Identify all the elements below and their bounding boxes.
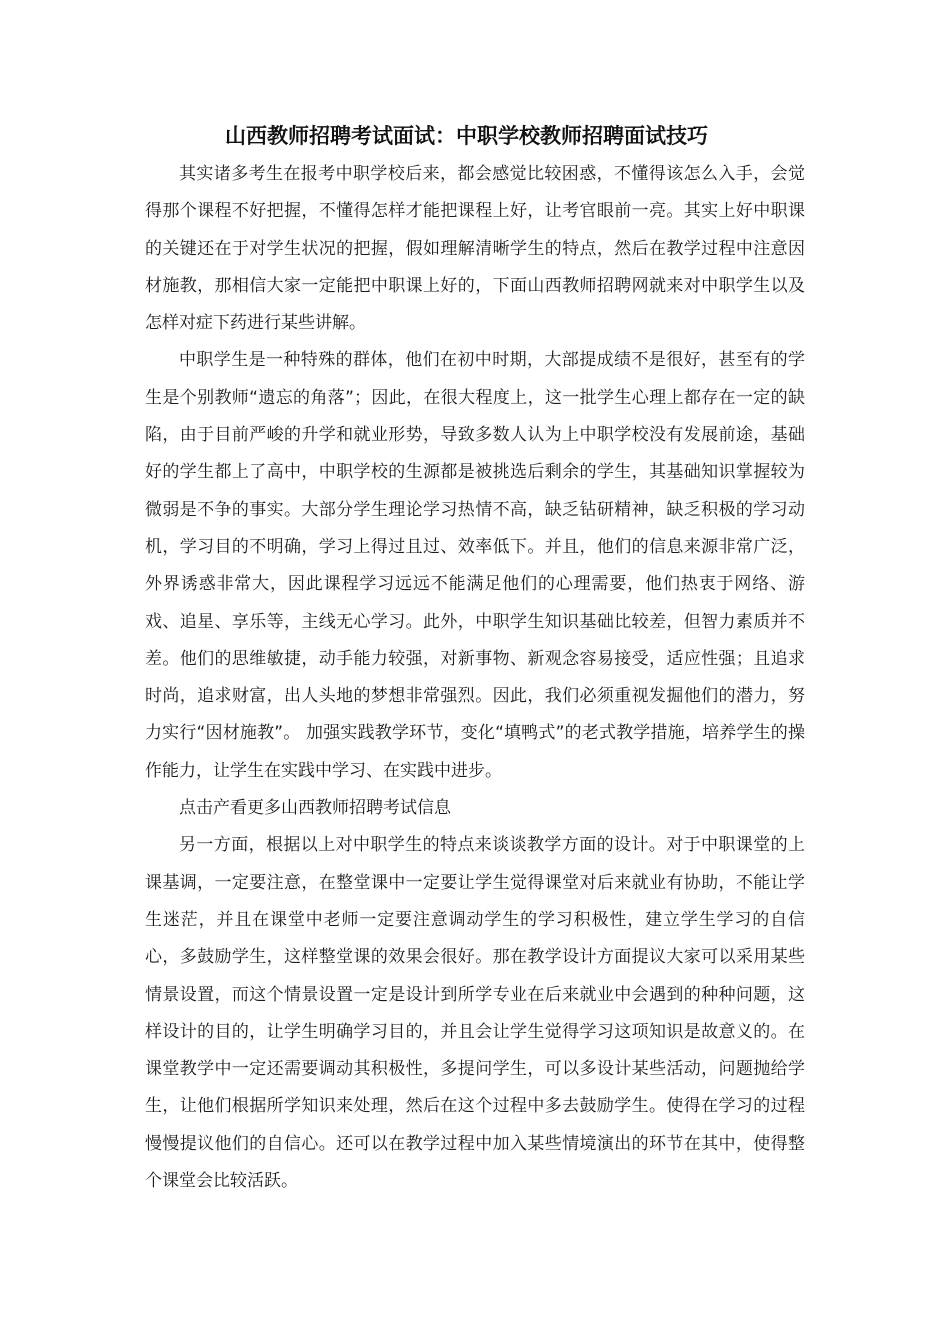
paragraph-more-info: 点击产看更多山西教师招聘考试信息: [179, 798, 451, 819]
document-body: [145, 118, 805, 1200]
paragraph-intro: 其实诸多考生在报考中职学校后来，都会感觉比较困惑，不懂得该怎么入手，会觉得那个课程不好把握，不懂得怎样才能把课程上好，让考官眼前一亮。其实上好中职课的关键还在于对学生状况的把握，假如理解清晰学生的特点，然后在教学过程中注意因材施教，那相信大家一定能把中职课上好的，下面山西教师招聘网就来对中职学生以及怎样对症下药进行某些讲解。: [145, 164, 805, 334]
document-title: 山西教师招聘考试面试：中职学校教师招聘面试技巧: [225, 124, 708, 148]
paragraph-teaching-design: 另一方面，根据以上对中职学生的特点来谈谈教学方面的设计。对于中职课堂的上课基调，一定要注意，在整堂课中一定要让学生觉得课堂对后来就业有协助，不能让学生迷茫，并且在课堂中老师一定要注意调动学生的学习积极性，建立学生学习的自信心，多鼓励学生，这样整堂课的效果会很好。那在教学设计方面提议大家可以采用某些情景设置，而这个情景设置一定是设计到所学专业在后来就业中会遇到的种种问题，这样设计的目的，让学生明确学习目的，并且会让学生觉得学习这项知识是故意义的。在课堂教学中一定还需要调动其积极性，多提问学生，可以多设计某些活动，问题抛给学生，让他们根据所学知识来处理，然后在这个过程中多去鼓励学生。使得在学习的过程慢慢提议他们的自信心。还可以在教学过程中加入某些情境演出的环节在其中，使得整个课堂会比较活跃。: [145, 835, 805, 1192]
paragraph-student-traits: 中职学生是一种特殊的群体，他们在初中时期，大部提成绩不是很好，甚至有的学生是个别教师“遗忘的角落”；因此，在很大程度上，这一批学生心理上都存在一定的缺陷，由于目前严峻的升学和就业形势，导致多数人认为上中职学校没有发展前途，基础好的学生都上了高中，中职学校的生源都是被挑选后剩余的学生，其基础知识掌握较为微弱是不争的事实。大部分学生理论学习热情不高，缺乏钻研精神，缺乏积极的学习动机，学习目的不明确，学习上得过且过、效率低下。并且，他们的信息来源非常广泛，外界诱惑非常大，因此课程学习远远不能满足他们的心理需要，他们热衷于网络、游戏、追星、享乐等，主线无心学习。此外，中职学生知识基础比较差，但智力素质并不差。他们的思维敏捷，动手能力较强，对新事物、新观念容易接受，适应性强；且追求时尚，追求财富，出人头地的梦想非常强烈。因此，我们必须重视发掘他们的潜力，努力实行“因材施教”。 加强实践教学环节，变化“填鸭式”的老式教学措施，培养学生的操作能力，让学生在实践中学习、在实践中进步。: [145, 350, 805, 781]
